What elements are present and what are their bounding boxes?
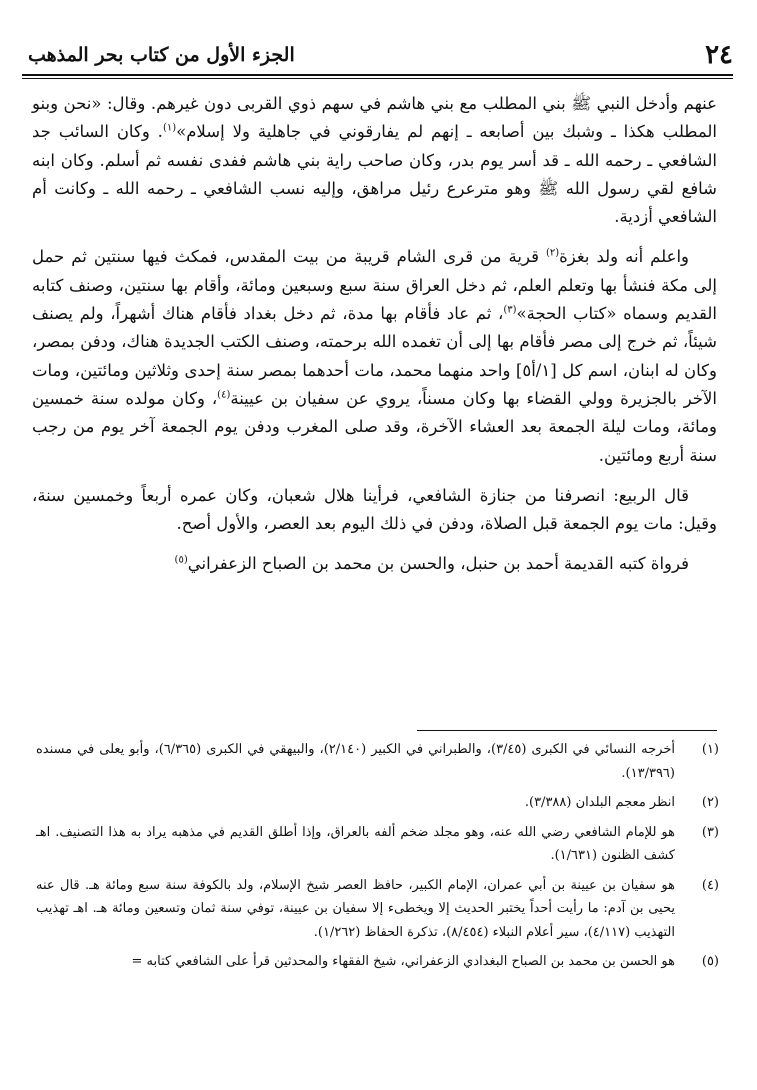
footnote-marker: (٣): [701, 824, 719, 840]
paragraph: واعلم أنه ولد بغزة$^{(٢)}$ قرية من قرى الشام قريبة من بيت المقدس، فمكث فيها سنتين ثم حمل إلى مكة فنشأ بها وتعلم العلم، ثم دخل العراق سنة سبع وسبعين ومائة، وأقام بها سنتين، وصنف كتابه القديم وسماه «كتاب الحجة»$^{(٣)}$، ثم عاد فأقام بها مدة، ثم دخل بغداد فأقام هناك أشهراً، ولم يصنف شيئاً، ثم خرج إلى مصر فأقام بها إلى أن تغمده الله برحمته، وصنف الكتب الجديدة هناك، ودفن بمصر، وكان له ابنان، اسم كل [١/أ٥] واحد منهما محمد، مات أحدهما بمصر سنة إحدى وثلاثين ومائتين، ومات الآخر بالجزيرة وولي القضاء بها وكان مسناً، يروي عن سفيان بن عيينة$^{(٤)}$، وكان مولده سنة خمسين ومائة، ومات ليلة الجمعة بعد العشاء الآخرة، وقد صلى المغرب ودفن يوم الجمعة آخر يوم من رجب سنة أربع ومائتين.: [32, 247, 718, 465]
footnote-separator: [417, 730, 717, 731]
footnote-marker: (٥): [701, 954, 719, 969]
footnote: [36, 738, 719, 785]
footnote-marker: (٢): [701, 795, 719, 810]
footnote-ref[interactable]: (٣): [503, 304, 517, 316]
paragraph: عنهم وأدخل النبي ﷺ بني المطلب مع بني هاشم في سهم ذوي القربى دون غيرهم. وقال: «نحن وبنو المطلب هكذا ـ وشبك بين أصابعه ـ إنهم لم يفارقوني في جاهلية ولا إسلام»$^{(١)}$. وكان السائب جد الشافعي ـ رحمه الله ـ قد أسر يوم بدر، وكان صاحب راية بني هاشم ففدى نفسه ثم أسلم. وكان ابنه شافع لقي رسول الله ﷺ وهو مترعرع رئيل مراهق، وإليه نسب الشافعي ـ رحمه الله ـ وكانت أم الشافعي أزدية.: [32, 94, 717, 227]
footnote: [36, 874, 719, 945]
footnote: [36, 821, 719, 868]
footnotes: [36, 738, 719, 980]
footnote: [36, 950, 719, 974]
header-rule: [22, 74, 733, 79]
page-number: ٢٤: [705, 40, 733, 70]
page-header: [22, 36, 733, 76]
footnote-ref[interactable]: (١): [162, 122, 177, 134]
footnote-ref[interactable]: (٢): [545, 247, 560, 259]
footnote-text: هو سفيان بن عيينة بن أبي عمران، الإمام الكبير، حافظ العصر شيخ الإسلام، ولد بالكوفة سنة سبع ومائة هـ. قال عنه يحيى بن آدم: ما رأيت أحداً يختبر الحديث إلا ويخطىء إلا سفيان بن عيينة، توفي سنة ثمان وتسعين ومائة هـ. اهـ تهذيب التهذيب (٤/١١٧)، سير أعلام النبلاء (٨/٤٥٤)، تذكرة الحفاظ (١/٢٦٢).: [36, 877, 675, 940]
footnote: [36, 791, 719, 815]
footnote-marker: (٤): [701, 877, 719, 893]
footnote-text: أخرجه النسائي في الكبرى (٣/٤٥)، والطبراني في الكبير (٢/١٤٠)، والبيهقي في الكبرى (٦/٣٦٥)، وأبو يعلى في مسنده (١٣/٣٩٦).: [36, 742, 675, 781]
footnote-text: انظر معجم البلدان (٣/٣٨٨).: [524, 795, 675, 810]
footnote-ref[interactable]: (٥): [174, 554, 188, 566]
footnote-marker: (١): [701, 742, 719, 757]
paragraph: قال الربيع: انصرفنا من جنازة الشافعي، فرأينا هلال شعبان، وكان عمره أربعاً وخمسين سنة، وقيل: مات يوم الجمعة قبل الصلاة، ودفن في ذلك اليوم بعد العصر، والأول أصح.: [32, 485, 717, 534]
main-text: [32, 90, 717, 591]
footnote-text: هو الحسن بن محمد بن الصباح البغدادي الزعفراني، شيخ الفقهاء والمحدثين قرأ على الشافعي كتابه =: [131, 954, 675, 969]
footnote-ref[interactable]: (٤): [217, 389, 231, 401]
footnote-text: هو للإمام الشافعي رضي الله عنه، وهو مجلد ضخم ألفه بالعراق، وإذا أطلق القديم في مذهبه يراد به هذا التصنيف. اهـ كشف الظنون (١/٦٣١).: [36, 824, 675, 863]
paragraph: فرواة كتبه القديمة أحمد بن حنبل، والحسن بن محمد بن الصباح الزعفراني$^{(٥)}$: [174, 554, 689, 574]
running-title: الجزء الأول من كتاب بحر المذهب: [28, 44, 295, 66]
